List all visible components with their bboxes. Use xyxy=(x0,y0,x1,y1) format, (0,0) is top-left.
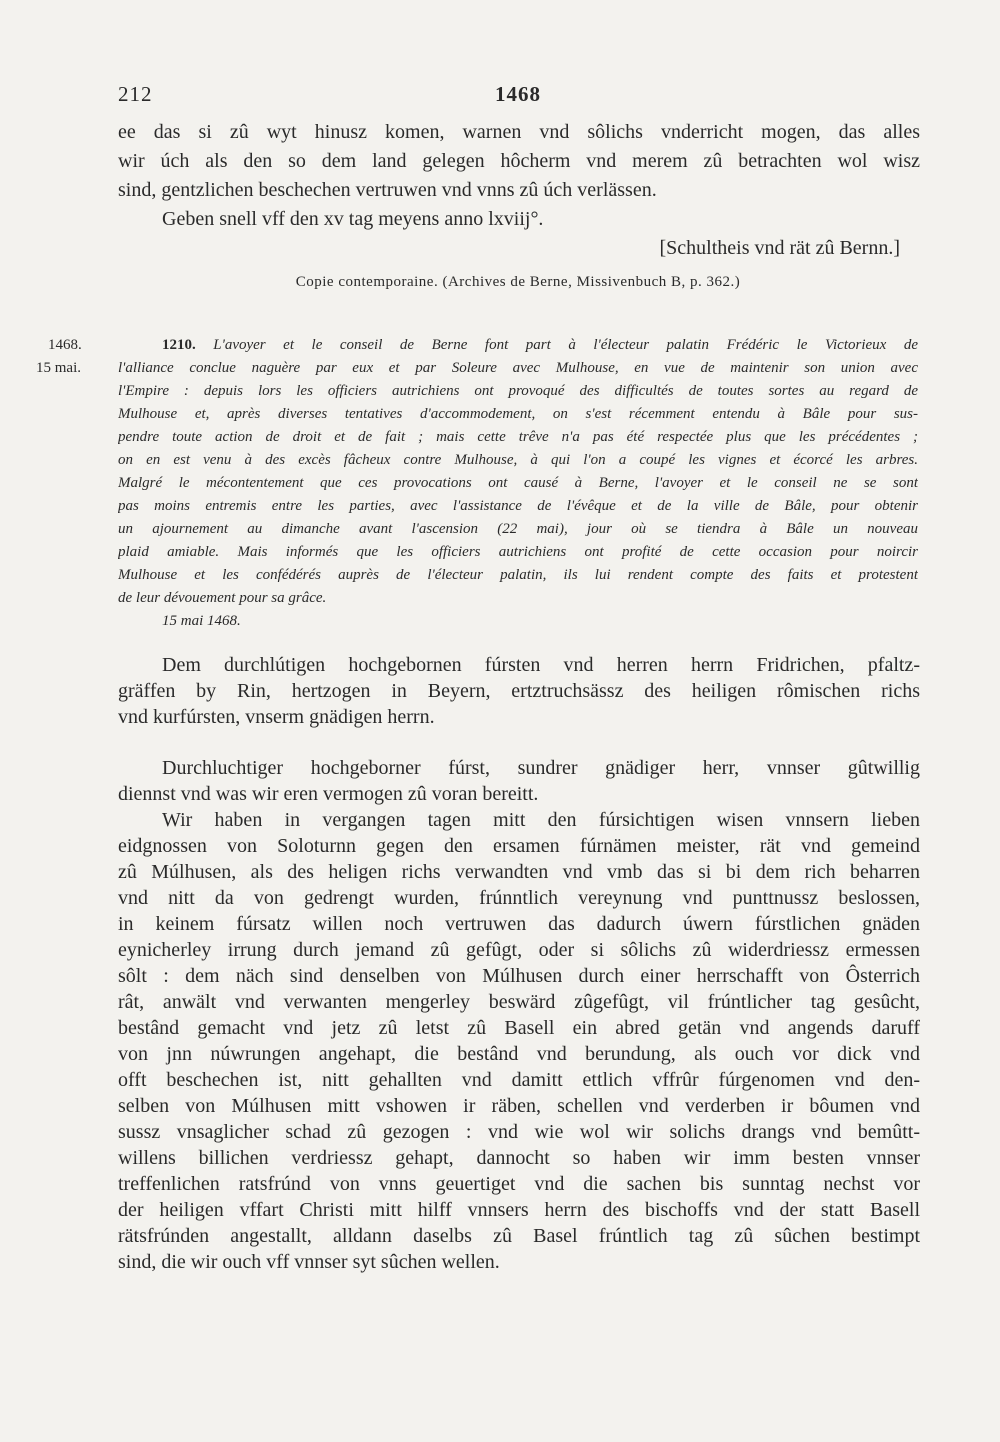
letter-salutation xyxy=(118,755,920,807)
regest-number: 1210. xyxy=(162,337,196,353)
address-line: gräffen by Rin, hertzogen in Beyern, ertztruchsässz des heiligen rômischen richs xyxy=(118,680,920,702)
running-title: 1468 xyxy=(495,82,541,106)
regest-line: pas moins entremis entre les parties, avec l'assistance de l'évêque et de la ville de Bâle, pour obtenir xyxy=(118,498,918,514)
body-line: sussz vnsaglicher schad zû gezogen : vnd wie wol wir solichs drangs vnd bemûtt- xyxy=(118,1121,920,1143)
text-line: wir úch als den so dem land gelegen hôcherm vnd merem zû betrachten wol wisz xyxy=(118,150,920,172)
body-line: rätsfrúnden angestallt, alldann daselbs zû Basel frúntlich tag zû sûchen bestimpt xyxy=(118,1225,920,1247)
regest-line: de leur dévouement pour sa grâce. xyxy=(118,590,327,606)
body-line: der heiligen vffart Christi mitt hilff vnnsers herrn des bischoffs vnd der statt Basell xyxy=(118,1199,920,1221)
regest-line: Mulhouse et, après diverses tentatives d'accommodement, on s'est récemment entendu à Bâle pour sus- xyxy=(118,406,918,422)
letter-body xyxy=(118,807,920,1275)
regest-line xyxy=(118,334,918,357)
body-line: selben von Múlhusen mitt vshowen ir räben, schellen vnd verderben ir bôumen vnd xyxy=(118,1095,920,1117)
source-note: Copie contemporaine. (Archives de Berne, Missivenbuch B, p. 362.) xyxy=(295,274,741,290)
regest-line: Mulhouse et les confédérés auprès de l'électeur palatin, ils lui rendent compte des faits et protestent xyxy=(118,567,918,583)
body-line: von jnn núwrungen angehapt, die bestând vnd berundung, als ouch vor dick vnd xyxy=(118,1043,920,1065)
regest-date: 15 mai 1468. xyxy=(162,613,241,629)
page-header xyxy=(118,82,918,110)
regest-line: l'alliance conclue naguère par eux et par Soleure avec Mulhouse, en vue de maintenir son union avec xyxy=(118,360,918,376)
body-line: bestând gemacht vnd jetz zû letst zû Basell ein abred getän vnd angends daruff xyxy=(118,1017,920,1039)
signature-line: [Schultheis vnd rät zû Bernn.] xyxy=(659,237,900,259)
address-line: vnd kurfúrsten, vnserm gnädigen herrn. xyxy=(118,706,435,728)
dating-clause: Geben snell vff den xv tag meyens anno lxviij°. xyxy=(162,208,544,230)
regest-line: pendre toute action de droit et de fait ; mais cette trêve n'a pas été respectée plus que les précédentes ; xyxy=(118,429,918,445)
regest-line: Malgré le mécontentement que ces provocations ont causé à Berne, l'avoyer et le conseil ne se sont xyxy=(118,475,918,491)
address-line: Dem durchlútigen hochgebornen fúrsten vnd herren herrn Fridrichen, pfaltz- xyxy=(162,654,920,676)
body-line: willens billichen verdriessz gehapt, dannocht so haben wir imm besten vnnser xyxy=(118,1147,920,1169)
body-line: treffenlichen ratsfrúnd von vnns geuertiget vnd die sachen bis sunntag nechst vor xyxy=(118,1173,920,1195)
regest-first-line: L'avoyer et le conseil de Berne font part à l'électeur palatin Frédéric le Victorieux de xyxy=(213,337,918,353)
margin-day: 15 mai. xyxy=(36,360,81,376)
regest-line: un ajournement au dimanche avant l'ascension (22 mai), jour où se tiendra à Bâle un nouveau xyxy=(118,521,918,537)
body-line: vnd nitt da von gedrengt wurden, frúnntlich vereynung vnd punttnussz beslossen, xyxy=(118,887,920,909)
salutation-line: Durchluchtiger hochgeborner fúrst, sundrer gnädiger herr, vnnser gûtwillig xyxy=(162,757,920,779)
page-number: 212 xyxy=(118,82,153,106)
body-line: rât, anwält vnd verwanten mengerley beswärd zûgefûgt, vil frúntlicher tag gesûcht, xyxy=(118,991,920,1013)
regest-line: plaid amiable. Mais informés que les officiers autrichiens ont profité de cette occasion pour noircir xyxy=(118,544,918,560)
body-line: eidgnossen von Soloturnn gegen den ersamen fúrnämen meister, rät vnd gemeind xyxy=(118,835,920,857)
text-line: sind, gentzlichen beschechen vertruwen vnd vnns zû úch verlässen. xyxy=(118,179,657,201)
body-line: zû Múlhusen, als des heligen richs verwandten vnd vmb das si bi dem rich beharren xyxy=(118,861,920,883)
letter-address xyxy=(118,652,920,730)
body-line: in keinem fúrsatz willen noch vertruwen das dadurch úwern fúrstlichen gnäden xyxy=(118,913,920,935)
salutation-line: diennst vnd was wir eren vermogen zû voran bereitt. xyxy=(118,783,539,805)
body-line: sôlt : dem näch sind denselben von Múlhusen durch einer herrschafft von Ôsterrich xyxy=(118,965,920,987)
margin-date xyxy=(36,334,82,380)
regest-summary xyxy=(118,334,918,633)
letter-conclusion xyxy=(118,118,920,263)
regest-line: on en est venu à des excès fâcheux contre Mulhouse, à qui l'on a coupé les vignes et écorcé les arbres. xyxy=(118,452,918,468)
regest-line: l'Empire : depuis lors les officiers autrichiens ont provoqué des difficultés de toutes sortes au regard de xyxy=(118,383,918,399)
body-line: Wir haben in vergangen tagen mitt den fúrsichtigen wisen vnnsern lieben xyxy=(162,809,920,831)
margin-year: 1468. xyxy=(48,337,82,353)
body-line: offt beschechen ist, nitt gehallten vnd damitt ettlich vffrûr fúrgenomen vnd den- xyxy=(118,1069,920,1091)
text-line: ee das si zû wyt hinusz komen, warnen vnd sôlichs vnderricht mogen, das alles xyxy=(118,121,920,143)
body-line: sind, die wir ouch vff vnnser syt sûchen wellen. xyxy=(118,1251,500,1273)
body-line: eynicherley irrung durch jemand zû gefûgt, oder si sôlichs zû widerdriessz ermessen xyxy=(118,939,920,961)
